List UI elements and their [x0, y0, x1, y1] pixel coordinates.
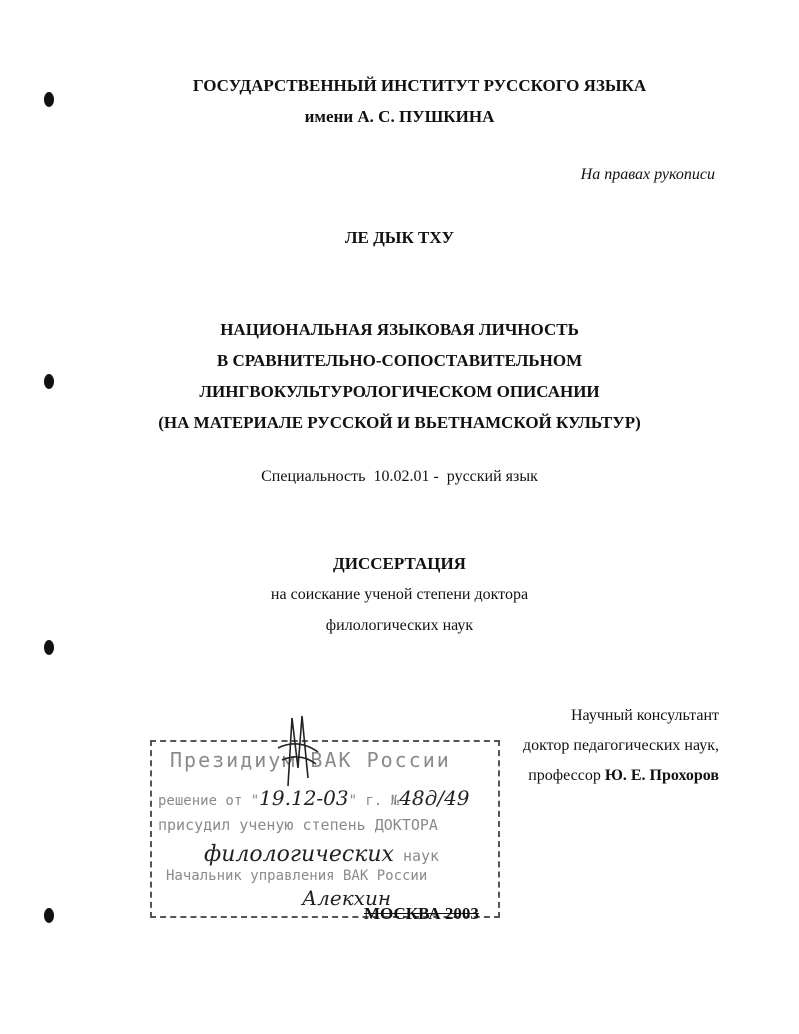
- dissertation-title: [0, 314, 799, 438]
- stamp-line-4: [204, 842, 439, 867]
- signature-scribble: [268, 708, 328, 788]
- title-line-1: НАЦИОНАЛЬНАЯ ЯЗЫКОВАЯ ЛИЧНОСТЬ: [220, 320, 579, 339]
- author-name: ЛЕ ДЫК ТХУ: [344, 228, 455, 247]
- stamp-line-1: Президиум ВАК России: [170, 748, 451, 772]
- doc-type: ДИССЕРТАЦИЯ: [333, 554, 466, 573]
- specialty: Специальность 10.02.01 - русский язык: [261, 468, 538, 485]
- stamp-field-suffix: наук: [402, 847, 440, 865]
- consultant-title: профессор: [528, 767, 601, 784]
- title-line-4: (НА МАТЕРИАЛЕ РУССКОЙ И ВЬЕТНАМСКОЙ КУЛЬТУР): [158, 413, 641, 432]
- consultant-name-line: [528, 767, 719, 785]
- stamp-decision-date: 19.12-03: [259, 786, 349, 810]
- degree-line-1: на соискание ученой степени доктора: [270, 586, 529, 603]
- institute-named-after: имени А. С. ПУШКИНА: [304, 107, 495, 126]
- city-year: МОСКВА 2003: [364, 904, 479, 923]
- stamp-line-2: [158, 786, 470, 810]
- stamp-line-3: присудил ученую степень ДОКТОРА: [158, 816, 438, 834]
- punch-hole-4: [44, 908, 54, 923]
- stamp-decision-prefix: решение от ": [158, 793, 260, 809]
- consultant-name: Ю. Е. Прохоров: [604, 767, 719, 784]
- title-line-3: ЛИНГВОКУЛЬТУРОЛОГИЧЕСКОМ ОПИСАНИИ: [199, 382, 600, 401]
- rights-note: На правах рукописи: [580, 166, 715, 183]
- consultant-label: Научный консультант: [571, 707, 719, 724]
- degree-line-2: филологических наук: [325, 617, 474, 634]
- institute-name: ГОСУДАРСТВЕННЫЙ ИНСТИТУТ РУССКОГО ЯЗЫКА: [192, 76, 647, 95]
- stamp-decision-mid: " г. №: [348, 793, 400, 809]
- stamp-field-handwritten: филологических: [204, 842, 394, 867]
- punch-hole-3: [44, 640, 54, 655]
- stamp-signature: Алекхин: [302, 886, 391, 910]
- title-line-2: В СРАВНИТЕЛЬНО-СОПОСТАВИТЕЛЬНОМ: [216, 351, 583, 370]
- stamp-decision-number: 48д/49: [399, 786, 470, 810]
- stamp-line-5: Начальник управления ВАК России: [166, 868, 428, 884]
- consultant-degree: доктор педагогических наук,: [522, 737, 719, 754]
